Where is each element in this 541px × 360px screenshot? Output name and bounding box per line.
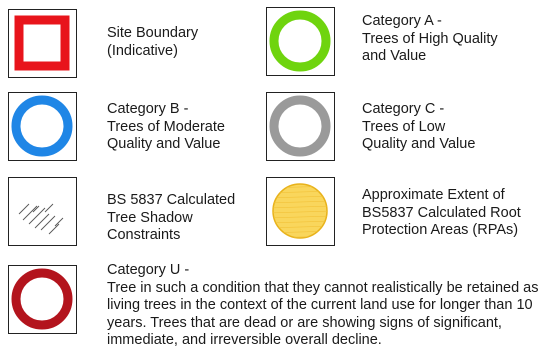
category-b-circle-icon bbox=[9, 93, 75, 159]
site-boundary-square-icon bbox=[9, 10, 75, 76]
category-a-swatch bbox=[266, 7, 335, 76]
category-b-label: Category B - Trees of Moderate Quality and Value bbox=[107, 101, 225, 152]
category-c-label: Category C - Trees of Low Quality and Value bbox=[362, 101, 476, 152]
category-u-circle-icon bbox=[9, 266, 75, 332]
category-a-circle-icon bbox=[267, 8, 333, 74]
category-c-swatch bbox=[266, 92, 335, 161]
category-c-circle-icon bbox=[267, 93, 333, 159]
rpa-swatch bbox=[266, 177, 335, 246]
category-a-label: Category A - Trees of High Quality and Value bbox=[362, 13, 498, 64]
category-u-label: Category U - Tree in such a condition that they cannot realistically be retained as living trees in the context of the current land use for longer than 10 years. Trees that are dead or are showing signs of significant, immediate, and irreversible overall decline. bbox=[107, 262, 539, 348]
shadow-hatch-icon bbox=[9, 178, 75, 244]
category-u-swatch bbox=[8, 265, 77, 334]
site-boundary-label: Site Boundary (Indicative) bbox=[107, 25, 199, 59]
tree-shadow-swatch bbox=[8, 177, 77, 246]
rpa-circle-icon bbox=[267, 178, 333, 244]
site-boundary-swatch bbox=[8, 9, 77, 78]
rpa-label: Approximate Extent of BS5837 Calculated Root Protection Areas (RPAs) bbox=[362, 187, 521, 238]
category-b-swatch bbox=[8, 92, 77, 161]
tree-shadow-label: BS 5837 Calculated Tree Shadow Constraints bbox=[107, 192, 236, 243]
